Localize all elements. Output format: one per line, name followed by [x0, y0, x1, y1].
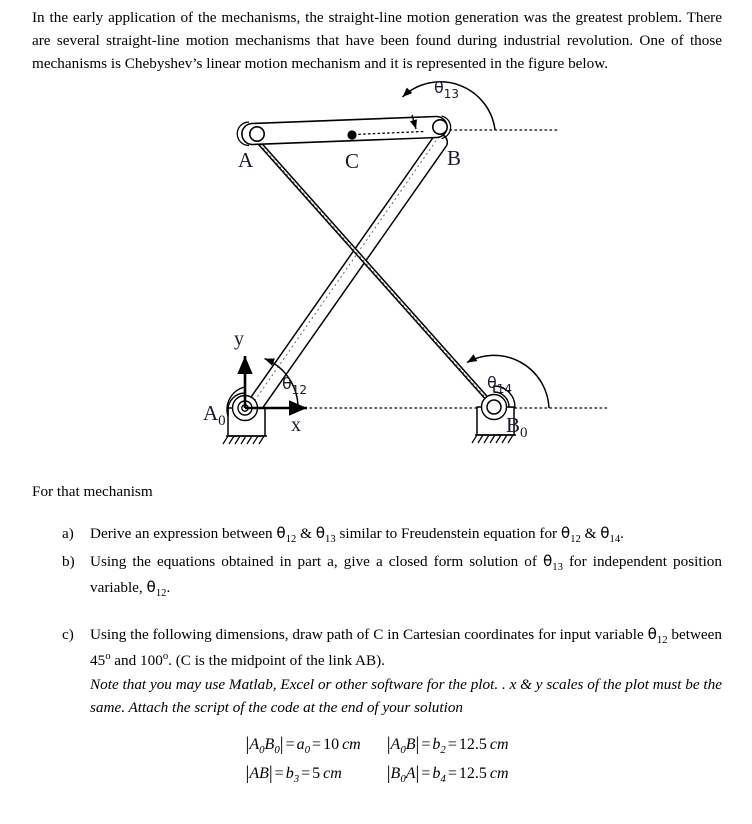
- label-point-B: B: [447, 146, 462, 171]
- questions-list: [32, 522, 722, 720]
- for-that-mechanism-heading: For that mechanism: [32, 483, 153, 501]
- mechanism-figure: [32, 75, 722, 475]
- dimension-b2: $|A_0B| = b_2 = 12.5$ cm: [386, 733, 509, 757]
- joint-A: [250, 127, 264, 141]
- label-point-A0: $A_0$: [203, 401, 226, 430]
- question-b: [32, 550, 722, 603]
- label-point-C: C: [345, 149, 360, 174]
- dimensions-block: [32, 734, 722, 785]
- joint-B: [433, 120, 447, 134]
- label-angle-theta14: $\theta_{14}$: [487, 373, 513, 397]
- dimension-b4: $|B_0A| = b_4 = 12.5$ cm: [386, 763, 509, 786]
- question-c-text: Using the following dimensions, draw path of C in Cartesian coordinates for input variable $\theta_{12}$ between 45$^o$ and 100$^o$. (C is the midpoint of the link AB).: [90, 624, 722, 670]
- question-c-marker: c): [62, 625, 74, 643]
- label-angle-theta13: $\theta_{13}$: [434, 78, 460, 102]
- intro-paragraph: In the early application of the mechanisms, the straight-line motion generation was the greatest problem. There are several straight-line motion mechanisms that have been found during industrial revolution. One of those mechanisms is Chebyshev’s linear motion mechanism and it is represented in the figure below.: [32, 9, 722, 73]
- question-b-marker: b): [62, 552, 75, 570]
- point-C-marker: [347, 131, 356, 140]
- dimensions-grid: [246, 734, 509, 785]
- question-a-marker: a): [62, 525, 74, 543]
- mechanism-svg: [0, 75, 752, 475]
- link-A0-B: [239, 134, 447, 425]
- question-a-text: Derive an expression between $\theta_{12}$ & $\theta_{13}$ similar to Freudenstein equation for $\theta_{12}$ & $\theta_{14}$.: [90, 524, 624, 546]
- dimension-b3: $|AB| = b_3 = 5$ cm: [245, 763, 342, 786]
- link-A-B-coupler: [237, 116, 450, 146]
- question-c: [32, 623, 722, 720]
- label-angle-theta12: $\theta_{12}$: [282, 374, 308, 398]
- dimension-a0: $|A_0B_0| = a_0 = 10$ cm: [245, 733, 361, 757]
- label-axis-x: x: [291, 414, 301, 437]
- question-a: [32, 522, 722, 549]
- label-axis-y: y: [234, 328, 244, 351]
- question-b-text: Using the equations obtained in part a, give a closed form solution of $\theta_{13}$ for independent position variable, $\theta_{12}$.: [90, 551, 722, 600]
- label-point-B0: $B_0$: [506, 413, 528, 442]
- question-c-note: Note that you may use Matlab, Excel or other software for the plot. . x & y scales of the plot must be the same. Attach the script of the code at the end of your solution: [90, 675, 722, 717]
- label-point-A: A: [238, 148, 254, 173]
